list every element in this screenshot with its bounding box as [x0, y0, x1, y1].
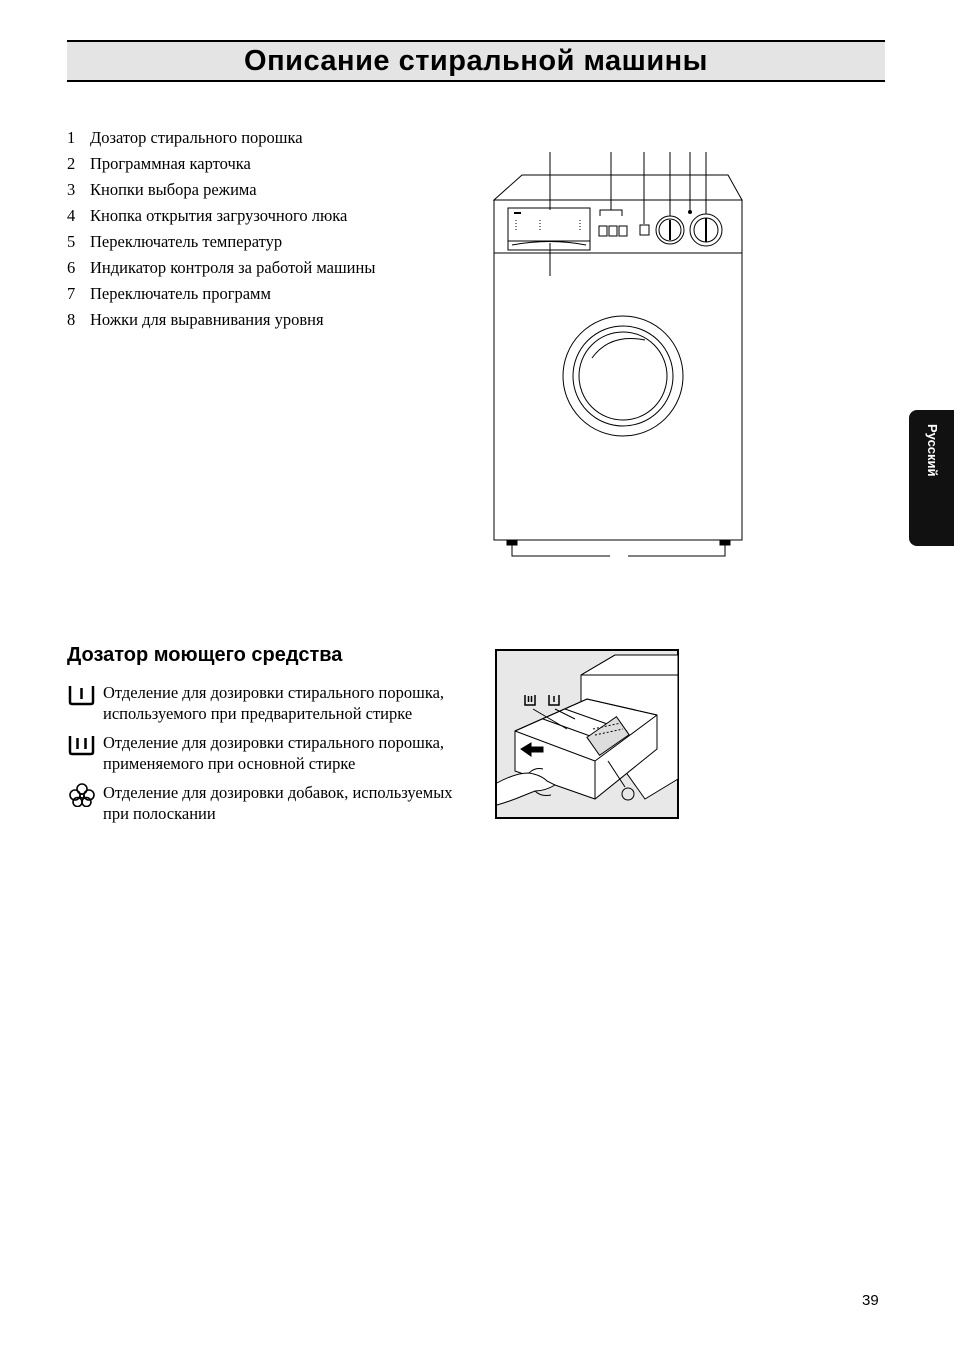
machine-top [494, 175, 742, 200]
compartment-description: Отделение для дозировки стирального порошка, применяемого при основной стирке [103, 733, 445, 773]
item-number: 2 [67, 154, 76, 173]
list-item [67, 255, 375, 281]
item-label: Ножки для выравнивания уровня [90, 310, 324, 329]
levelling-foot [507, 540, 517, 545]
item-number: 4 [67, 206, 76, 225]
list-item [67, 732, 467, 774]
item-number: 6 [67, 258, 76, 277]
softener-flower-icon [67, 783, 97, 807]
detergent-drawer-illustration [495, 649, 679, 819]
list-item [67, 682, 467, 724]
item-label: Кнопки выбора режима [90, 180, 257, 199]
compartment-list [67, 682, 467, 832]
item-number: 3 [67, 180, 76, 199]
list-item [67, 203, 375, 229]
item-label: Переключатель программ [90, 284, 271, 303]
item-label: Индикатор контроля за работой машины [90, 258, 376, 277]
list-item [67, 229, 375, 255]
washing-machine-diagram [480, 148, 770, 568]
item-label: Переключатель температур [90, 232, 283, 251]
item-number: 1 [67, 128, 76, 147]
machine-body [494, 200, 742, 540]
language-tab [909, 410, 954, 546]
page-title: Описание стиральной машины [67, 40, 885, 82]
list-item [67, 782, 467, 824]
main-wash-compartment-icon [67, 733, 97, 757]
levelling-foot [720, 540, 730, 545]
language-tab-label: Русский [925, 424, 940, 477]
indicator-light [689, 211, 692, 214]
compartment-description: Отделение для дозировки добавок, используемых при полоскании [103, 783, 453, 823]
list-item [67, 177, 375, 203]
section-heading: Дозатор моющего средства [67, 644, 343, 666]
compartment-description: Отделение для дозировки стирального порошка, используемого при предварительной стирке [103, 683, 445, 723]
page-number: 39 [862, 1292, 879, 1309]
item-number: 5 [67, 232, 76, 251]
item-label: Дозатор стирального порошка [90, 128, 303, 147]
item-number: 8 [67, 310, 76, 329]
list-item [67, 281, 375, 307]
list-item [67, 307, 375, 333]
item-number: 7 [67, 284, 76, 303]
parts-list [67, 125, 375, 333]
list-item [67, 125, 375, 151]
item-label: Программная карточка [90, 154, 251, 173]
list-item [67, 151, 375, 177]
prewash-compartment-icon [67, 683, 97, 707]
item-label: Кнопка открытия загрузочного люка [90, 206, 348, 225]
